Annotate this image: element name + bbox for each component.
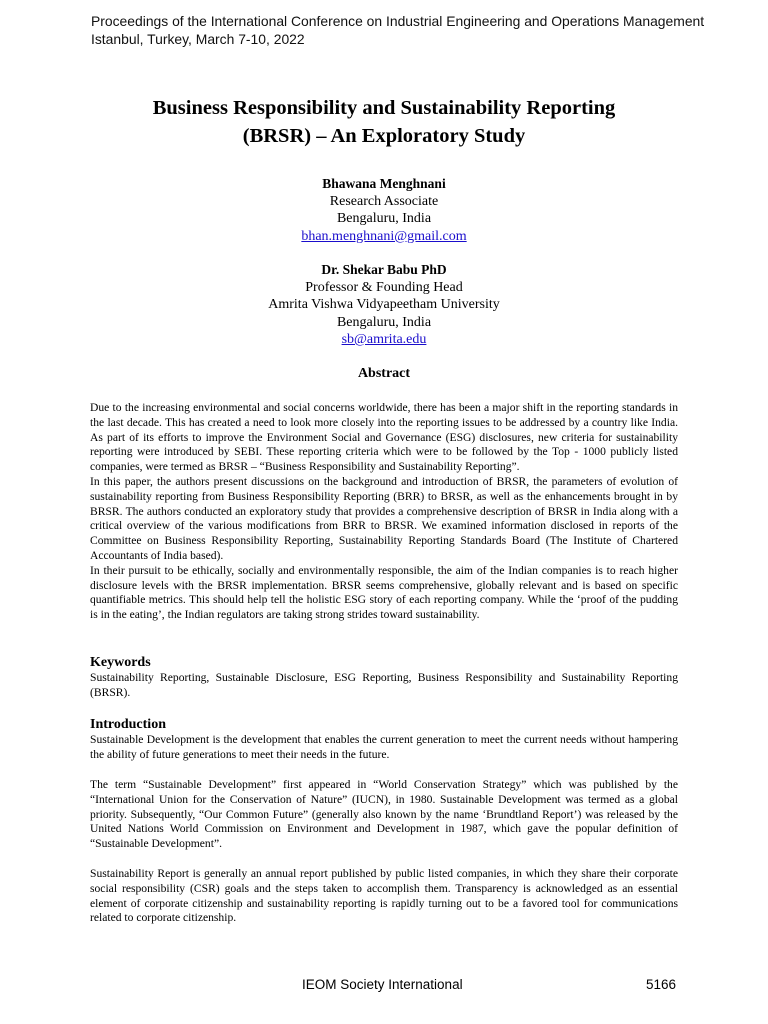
intro-paragraph-3: Sustainability Report is generally an annual report published by public listed companies, in which they share their corporate social responsibility (CSR) goals and the steps taken to accomplish them. Transparency is acknowledged as an essential element of corporate citizenship and sustainability reporting is rapidly turning out to be a favored tool for communications related to corporate citizenship.: [90, 867, 678, 925]
title-line-2: (BRSR) – An Exploratory Study: [242, 125, 526, 147]
footer-page-number: 5166: [646, 977, 677, 992]
introduction-heading: Introduction: [90, 717, 166, 732]
keywords-text: Sustainability Reporting, Sustainable Disclosure, ESG Reporting, Business Responsibility and Sustainability Reporting (BRSR).: [90, 671, 678, 699]
footer-society: IEOM Society International: [302, 977, 463, 992]
author-block-2: [134, 261, 634, 349]
author-name: Bhawana Menghnani: [322, 176, 446, 191]
running-header: [91, 12, 751, 48]
author-role: Professor & Founding Head: [305, 279, 463, 295]
abstract-heading: Abstract: [357, 366, 411, 381]
keywords-heading: Keywords: [90, 655, 151, 670]
author-block-1: [134, 175, 634, 245]
author-email-link[interactable]: bhan.menghnani@gmail.com: [301, 228, 467, 244]
author-name: Dr. Shekar Babu PhD: [321, 262, 447, 277]
abstract-paragraph: In their pursuit to be ethically, socially and environmentally responsible, the aim of the Indian companies is to reach higher disclosure levels with the BRSR implementation. BRSR seems comprehensive, globally relevant and is based on specific quantifiable metrics. This should help tell the holistic ESG story of each reporting company. While the ‘proof of the pudding is in the eating’, the Indian regulators are taking strong strides toward sustainability.: [90, 563, 678, 622]
intro-paragraph-2: The term “Sustainable Development” first appeared in “World Conservation Strategy” which was published by the “International Union for the Conservation of Nature” (IUCN), in 1980. Sustainable Development was termed as a global priority. Subsequently, “Our Common Future” (generally also known by the name ‘Brundtland Report’) was released by the United Nations World Commission on Environment and Development in 1987, which gave the popular definition of “Sustainable Development”.: [90, 778, 678, 851]
abstract-paragraph: Due to the increasing environmental and social concerns worldwide, there has been a major shift in the reporting standards in the last decade. This has created a need to look more closely into the reporting issues to be addressed by a country like India. As part of its efforts to improve the Environment Social and Governance (ESG) disclosures, new criteria for sustainability reporting were introduced by SEBI. These reporting criteria which were to be followed by the Top - 1000 publicly listed companies, were termed as BRSR – “Business Responsibility and Sustainability Reporting”.: [90, 401, 678, 474]
author-affiliation: Amrita Vishwa Vidyapeetham University: [268, 297, 500, 312]
abstract-body: [90, 401, 678, 623]
author-email-link[interactable]: sb@amrita.edu: [341, 332, 427, 347]
intro-paragraph-1: Sustainable Development is the development that enables the current generation to meet the current needs without hampering the ability of future generations to meet their needs in the future.: [90, 733, 678, 761]
abstract-paragraph: In this paper, the authors present discussions on the background and introduction of BRSR, the parameters of evolution of sustainability reporting from Business Responsibility Reporting (BRR) to BRSR, as well as the enhancements brought in by BRSR. The authors conducted an exploratory study that provides a comprehensive description of BRSR in India along with a critical overview of the various modifications from BRR to BRSR. We examined information disclosed in reports of the Committee on Business Responsibility Reporting, Sustainability Reporting Standards Board (The Institute of Chartered Accountants of India based).: [90, 474, 678, 562]
author-location: Bengaluru, India: [336, 314, 432, 330]
header-location-date: Istanbul, Turkey, March 7-10, 2022: [91, 31, 305, 47]
paper-title: [60, 94, 708, 150]
title-line-1: Business Responsibility and Sustainability Reporting: [152, 97, 616, 119]
author-role: Research Associate: [329, 193, 439, 209]
header-conference: Proceedings of the International Conference on Industrial Engineering and Operations Management: [91, 13, 705, 29]
author-location: Bengaluru, India: [336, 211, 432, 226]
